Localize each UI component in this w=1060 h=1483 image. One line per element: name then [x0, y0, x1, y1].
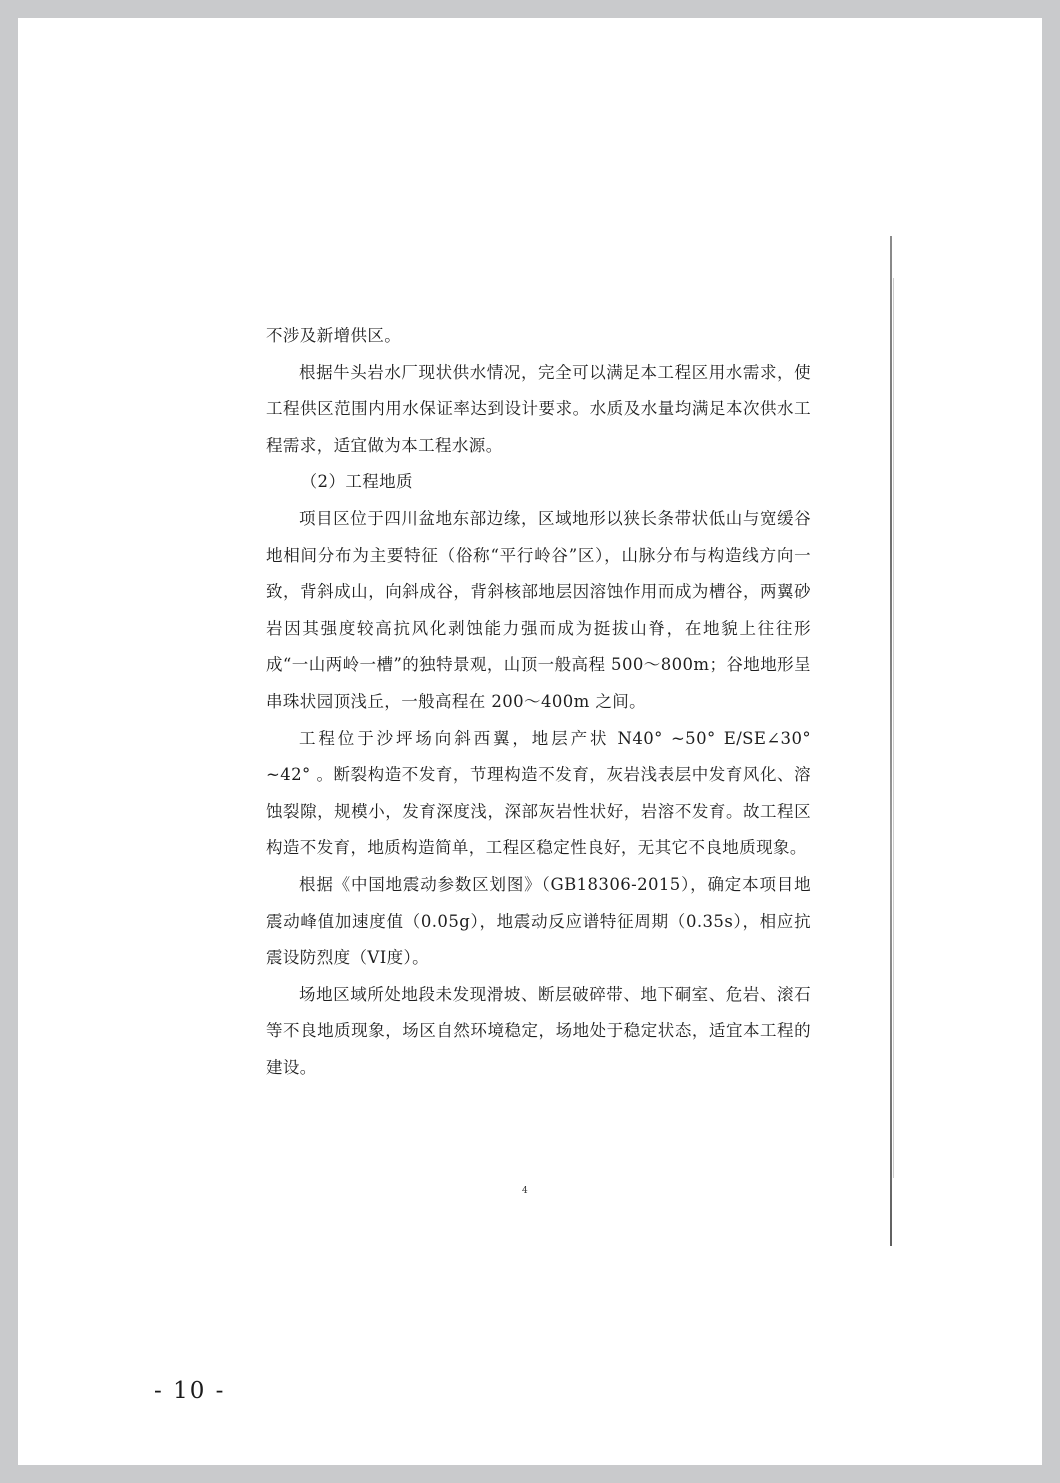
scan-edge-line [890, 236, 892, 1246]
scan-page-number: 4 [522, 1186, 528, 1196]
paragraph-supply-area: 不涉及新增供区。 [266, 326, 402, 345]
document-body [266, 318, 811, 1086]
paragraph-seismic: 根据《中国地震动参数区划图》（GB18306-2015），确定本项目地震动峰值加速度值（0.05g），地震动反应谱特征周期（0.35s），相应抗震设防烈度（VI度）。 [266, 874, 811, 968]
section-heading-geology: （2）工程地质 [300, 472, 413, 492]
paragraph-structure: 工程位于沙坪场向斜西翼，地层产状 N40° ~50° E/SE∠30° ~42° 。断裂构造不发育，节理构造不发育，灰岩浅表层中发育风化、溶蚀裂隙，规模小，发育深度浅，深部灰岩性状好，岩溶不发育。故工程区构造不发育，地质构造简单，工程区稳定性良好，无其它不良地质现象。 [266, 728, 811, 858]
paragraph-water-source: 根据牛头岩水厂现状供水情况，完全可以满足本工程区用水需求，使工程供区范围内用水保证率达到设计要求。水质及水量均满足本次供水工程需求，适宜做为本工程水源。 [266, 362, 811, 455]
footer-page-number: - 10 - [154, 1378, 226, 1404]
document-page [18, 18, 1042, 1465]
paragraph-regional-terrain: 项目区位于四川盆地东部边缘，区域地形以狭长条带状低山与宽缓谷地相间分布为主要特征（俗称“平行岭谷”区），山脉分布与构造线方向一致，背斜成山，向斜成谷，背斜核部地层因溶蚀作用而成为槽谷，两翼砂岩因其强度较高抗风化剥蚀能力强而成为挺拔山脊，在地貌上往往形成“一山两岭一槽”的独特景观，山顶一般高程 500～800m；谷地地形呈串珠状园顶浅丘，一般高程在 200～400m 之间。 [266, 508, 811, 711]
scan-edge-shadow [893, 278, 894, 1178]
paragraph-site-stability: 场地区域所处地段未发现滑坡、断层破碎带、地下硐室、危岩、滚石等不良地质现象，场区自然环境稳定，场地处于稳定状态，适宜本工程的建设。 [266, 984, 811, 1077]
